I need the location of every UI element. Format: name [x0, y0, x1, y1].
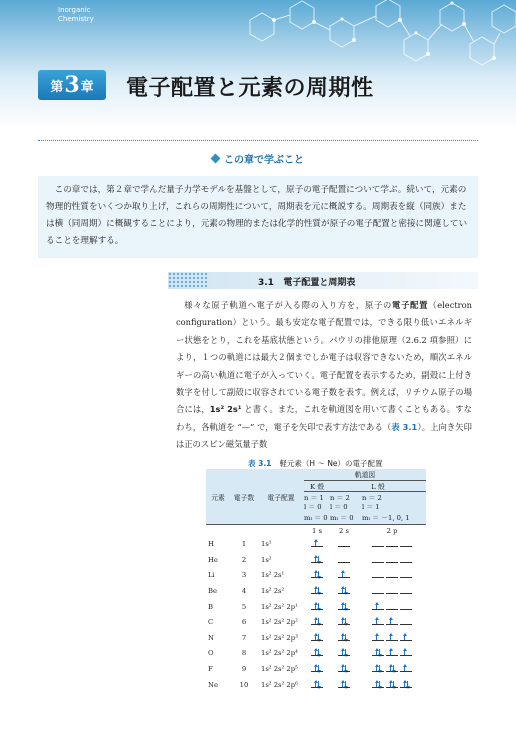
element-cell: H	[208, 540, 214, 549]
orbital-box	[311, 587, 323, 595]
spin-down-arrow	[318, 649, 319, 656]
section-heading	[258, 275, 355, 288]
table-caption	[176, 458, 476, 469]
learning-goals-heading	[0, 151, 516, 166]
col-orbital-diagram-header: 軌道図	[304, 469, 426, 480]
electron-count-cell: 3	[241, 571, 247, 580]
configuration-cell: 1s² 2s² 2p⁶	[261, 680, 298, 689]
orbital-2p-cell	[358, 630, 426, 646]
spin-down-arrow	[318, 603, 319, 610]
k-n-label: n ＝ 1	[304, 491, 330, 502]
element-cell: F	[208, 665, 213, 674]
spin-up-arrow	[404, 634, 405, 641]
spin-up-arrow	[342, 603, 343, 610]
subshell-1s-label: 1 s	[312, 526, 322, 535]
spin-down-arrow	[345, 587, 346, 594]
spin-up-arrow	[342, 571, 343, 578]
electron-count-cell: 7	[241, 633, 247, 642]
spin-down-arrow	[318, 556, 319, 563]
spin-down-arrow	[318, 665, 319, 672]
spin-up-arrow	[376, 634, 377, 641]
table-row	[206, 630, 426, 646]
subshell-2p-label: 2 p	[386, 526, 398, 535]
chapter-title: 電子配置と元素の周期性	[126, 76, 374, 101]
orbital-box	[372, 603, 384, 611]
l-shell-header: L 殻	[330, 480, 426, 491]
electron-config-example: 1s² 2s¹	[209, 404, 242, 415]
section-body	[176, 297, 472, 454]
orbital-box	[386, 587, 398, 595]
orbital-1s-cell	[304, 537, 330, 553]
electron-count-cell: 2	[241, 555, 247, 564]
spin-up-arrow	[315, 571, 316, 578]
table-body	[206, 537, 426, 693]
orbital-box	[400, 665, 412, 673]
configuration-cell: 1s² 2s² 2p⁴	[261, 649, 298, 658]
orbital-box	[311, 681, 323, 689]
electron-count-cell: 1	[241, 540, 247, 549]
spin-up-arrow	[315, 665, 316, 672]
orbital-box	[338, 618, 350, 626]
spin-down-arrow	[379, 649, 380, 656]
body-text: 様々な原子軌道へ電子が入る際の入り方を，原子の	[184, 300, 393, 310]
spin-up-arrow	[390, 681, 391, 688]
orbital-box	[400, 681, 412, 689]
orbital-box	[311, 603, 323, 611]
table-row	[206, 568, 426, 584]
spin-down-arrow	[407, 681, 408, 688]
orbital-box	[338, 649, 350, 657]
orbital-box	[400, 603, 412, 611]
spin-up-arrow	[376, 665, 377, 672]
spin-up-arrow	[376, 618, 377, 625]
spin-down-arrow	[345, 681, 346, 688]
orbital-box	[372, 634, 384, 642]
subshell-2s-label: 2 s	[339, 526, 349, 535]
orbital-box	[372, 540, 384, 548]
electron-count-cell: 5	[241, 602, 247, 611]
orbital-2s-cell	[330, 646, 358, 662]
col-count-header: 電子数	[230, 469, 258, 525]
orbital-2p-cell	[358, 677, 426, 693]
orbital-2s-cell	[330, 630, 358, 646]
orbital-1s-cell	[304, 583, 330, 599]
section-title: 電子配置と周期表	[283, 278, 356, 288]
orbital-box	[400, 587, 412, 595]
table-row	[206, 537, 426, 553]
k-l-label: l ＝ 0	[304, 503, 322, 511]
orbital-box	[372, 587, 384, 595]
orbital-2p-cell	[358, 537, 426, 553]
orbital-box	[338, 665, 350, 673]
body-text: （electron configuration）という。最も安定な電子配置では，できる限り低いエネルギー状態をとり，これを基底状態という。パウリの排他原理（2.6.2 項参照）により，１つの軌道には最大２個までしか電子は収容できないため，順次エネルギーの高い軌道に電子が入っていく。電子配置を表示するため，副殻に上付き数字を付して副殻に収容されている電子数を表す。例えば，リチウム原子の場合には，	[176, 300, 472, 415]
orbital-box	[338, 540, 350, 548]
orbital-box	[338, 681, 350, 689]
col-element-header: 元素	[206, 469, 230, 525]
table-row	[206, 599, 426, 615]
orbital-box	[386, 634, 398, 642]
learning-goals-text: この章では，第２章で学んだ量子力学モデルを基盤として，原子の電子配置について学ぶ。続いて，元素の物理的性質をいくつか取り上げ，これらの周期性について，周期表を元に概説する。周期表を縦（同族）または横（同周期）に概観することにより，元素の物理的または化学的性質が原子の電子配置と密接に関連していることを理解する。	[46, 185, 468, 246]
orbital-1s-cell	[304, 568, 330, 584]
element-cell: Ne	[208, 680, 218, 689]
l2-m-label: mₗ ＝ －1, 0, 1	[362, 514, 410, 522]
spin-down-arrow	[345, 634, 346, 641]
element-cell: Be	[208, 587, 218, 596]
section-number: 3.1	[258, 278, 274, 288]
diamond-icon	[211, 154, 221, 164]
spin-up-arrow	[404, 649, 405, 656]
l2-quantum-labels	[358, 502, 426, 525]
orbital-2p-cell	[358, 599, 426, 615]
orbital-2s-cell	[330, 614, 358, 630]
orbital-box	[400, 556, 412, 564]
l1-l-label: l ＝ 0	[330, 503, 348, 511]
spin-up-arrow	[315, 681, 316, 688]
running-head	[58, 6, 128, 24]
configuration-cell: 1s² 2s² 2p¹	[261, 602, 298, 611]
orbital-1s-cell	[304, 677, 330, 693]
k-shell-header: K 殻	[304, 480, 330, 491]
k-m-label: mₗ ＝ 0	[304, 514, 328, 522]
learning-goals-box	[38, 176, 478, 258]
table-row	[206, 552, 426, 568]
orbital-box	[311, 665, 323, 673]
spin-down-arrow	[318, 571, 319, 578]
spin-down-arrow	[318, 618, 319, 625]
orbital-box	[338, 603, 350, 611]
k-quantum-labels	[304, 502, 330, 525]
orbital-box	[311, 634, 323, 642]
body-text: と書く。また，これを軌道図を用いて書くこともある。すなわち，各軌道を “—” で，電子を矢印で表す方法である（	[176, 404, 472, 432]
spin-down-arrow	[345, 665, 346, 672]
table-row	[206, 677, 426, 693]
orbital-box	[386, 649, 398, 657]
orbital-2p-cell	[358, 568, 426, 584]
spin-down-arrow	[318, 634, 319, 641]
electron-count-cell: 9	[241, 665, 247, 674]
spin-up-arrow	[315, 603, 316, 610]
spin-up-arrow	[342, 665, 343, 672]
orbital-box	[311, 649, 323, 657]
spin-down-arrow	[379, 681, 380, 688]
orbital-2p-cell	[358, 646, 426, 662]
table-caption-label: 表 3.1	[248, 459, 272, 468]
key-term: 電子配置	[392, 300, 429, 310]
element-cell: Li	[208, 571, 215, 580]
orbital-box	[338, 634, 350, 642]
orbital-box	[372, 571, 384, 579]
electron-count-cell: 8	[241, 649, 247, 658]
table-row	[206, 646, 426, 662]
element-cell: O	[208, 649, 214, 658]
spin-down-arrow	[318, 681, 319, 688]
spin-up-arrow	[342, 634, 343, 641]
orbital-box	[400, 571, 412, 579]
orbital-box	[338, 571, 350, 579]
configuration-cell: 1s² 2s² 2p³	[261, 633, 298, 642]
orbital-box	[386, 665, 398, 673]
orbital-2p-cell	[358, 583, 426, 599]
spin-up-arrow	[376, 649, 377, 656]
chapter-number: 3	[64, 72, 80, 98]
spin-up-arrow	[342, 618, 343, 625]
spin-up-arrow	[315, 618, 316, 625]
spin-up-arrow	[315, 649, 316, 656]
orbital-box	[372, 618, 384, 626]
spin-up-arrow	[376, 681, 377, 688]
orbital-1s-cell	[304, 552, 330, 568]
table-caption-title: 軽元素（H ～ Ne）の電子配置	[279, 459, 383, 468]
learning-goals-heading-text: この章で学ぶこと	[224, 155, 304, 166]
spin-up-arrow	[342, 649, 343, 656]
body-paragraph	[176, 297, 472, 454]
orbital-1s-cell	[304, 661, 330, 677]
orbital-box	[311, 556, 323, 564]
dot-pattern-decoration	[168, 272, 208, 289]
electron-count-cell: 10	[239, 680, 249, 689]
body-text: ）。上向き矢印は正のスピン磁気量子数	[176, 421, 472, 450]
spin-down-arrow	[345, 603, 346, 610]
orbital-2s-cell	[330, 677, 358, 693]
configuration-cell: 1s² 2s¹	[261, 571, 285, 580]
orbital-box	[386, 540, 398, 548]
spin-up-arrow	[315, 634, 316, 641]
spin-down-arrow	[379, 665, 380, 672]
orbital-2s-cell	[330, 661, 358, 677]
orbital-1s-cell	[304, 630, 330, 646]
orbital-box	[400, 540, 412, 548]
table-reference: 表 3.1	[391, 421, 418, 432]
spin-up-arrow	[315, 540, 316, 547]
orbital-1s-cell	[304, 646, 330, 662]
electron-configuration-table	[206, 469, 426, 692]
spin-down-arrow	[393, 681, 394, 688]
orbital-box	[400, 634, 412, 642]
orbital-2p-cell	[358, 614, 426, 630]
orbital-box	[372, 556, 384, 564]
orbital-box	[338, 587, 350, 595]
orbital-2s-cell	[330, 537, 358, 553]
l2-n-label: n ＝ 2	[358, 491, 426, 502]
configuration-cell: 1s²	[261, 555, 272, 564]
spin-down-arrow	[345, 649, 346, 656]
l1-m-label: mₗ ＝ 0	[330, 514, 354, 522]
spin-up-arrow	[342, 587, 343, 594]
element-cell: C	[208, 618, 214, 627]
running-head-line2: Chemistry	[58, 15, 94, 23]
orbital-box	[372, 649, 384, 657]
configuration-cell: 1s¹	[261, 540, 272, 549]
orbital-box	[386, 681, 398, 689]
spin-up-arrow	[404, 681, 405, 688]
l1-n-label: n ＝ 2	[330, 491, 358, 502]
col-config-header: 電子配置	[258, 469, 304, 525]
orbital-box	[386, 571, 398, 579]
spin-up-arrow	[390, 649, 391, 656]
table-row	[206, 614, 426, 630]
orbital-box	[400, 618, 412, 626]
orbital-1s-cell	[304, 614, 330, 630]
running-head-line1: Inorganic	[58, 6, 91, 14]
spin-up-arrow	[342, 681, 343, 688]
l1-quantum-labels	[330, 502, 358, 525]
orbital-2p-cell	[358, 552, 426, 568]
table-row	[206, 661, 426, 677]
orbital-box	[372, 681, 384, 689]
orbital-2s-cell	[330, 599, 358, 615]
orbital-box	[400, 649, 412, 657]
spin-up-arrow	[376, 603, 377, 610]
orbital-2p-cell	[358, 661, 426, 677]
electron-count-cell: 4	[241, 587, 247, 596]
spin-down-arrow	[318, 587, 319, 594]
spin-up-arrow	[390, 618, 391, 625]
electron-count-cell: 6	[241, 618, 247, 627]
orbital-1s-cell	[304, 599, 330, 615]
l2-l-label: l ＝ 1	[362, 503, 380, 511]
spin-down-arrow	[393, 665, 394, 672]
element-cell: He	[208, 555, 218, 564]
configuration-cell: 1s² 2s² 2p⁵	[261, 665, 298, 674]
chapter-badge	[38, 70, 106, 100]
spin-up-arrow	[315, 587, 316, 594]
table-row	[206, 583, 426, 599]
orbital-2s-cell	[330, 568, 358, 584]
spin-up-arrow	[390, 665, 391, 672]
orbital-box	[311, 571, 323, 579]
orbital-box	[338, 556, 350, 564]
element-cell: N	[208, 633, 214, 642]
dotted-divider	[38, 140, 478, 141]
orbital-box	[386, 603, 398, 611]
spin-up-arrow	[404, 665, 405, 672]
configuration-cell: 1s² 2s² 2p²	[261, 618, 298, 627]
orbital-box	[386, 556, 398, 564]
orbital-box	[311, 618, 323, 626]
orbital-box	[372, 665, 384, 673]
orbital-2s-cell	[330, 583, 358, 599]
chapter-prefix: 第	[50, 79, 64, 95]
orbital-box	[386, 618, 398, 626]
element-cell: B	[208, 602, 213, 611]
orbital-box	[311, 540, 323, 548]
chapter-suffix: 章	[80, 79, 94, 95]
spin-down-arrow	[345, 618, 346, 625]
configuration-cell: 1s² 2s²	[261, 587, 285, 596]
orbital-2s-cell	[330, 552, 358, 568]
spin-up-arrow	[390, 634, 391, 641]
spin-up-arrow	[315, 556, 316, 563]
